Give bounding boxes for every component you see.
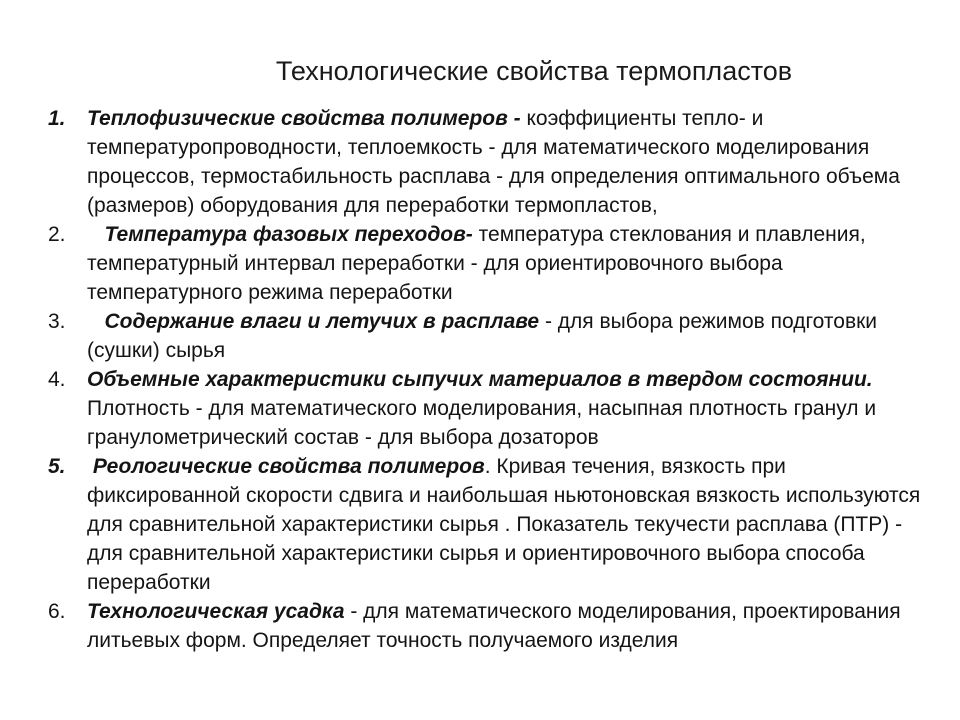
- item-term: Температура фазовых переходов-: [104, 223, 473, 246]
- item-number: 5.: [48, 455, 66, 478]
- item-indent: [87, 223, 105, 246]
- item-description: - для выбора режимов подготовки (сушки) сырья: [87, 310, 878, 362]
- item-description: коэффициенты тепло- и температуропроводности, теплоемкость - для математического моделирования процессов, термостабильность расплава - для определения оптимального объема (размеров) оборудования для переработки термопластов,: [87, 107, 900, 217]
- slide-title: Технологические свойства термопластов: [275, 56, 793, 86]
- list-item-4: [48, 365, 928, 452]
- list-item-6: [48, 597, 928, 655]
- item-number: 2.: [48, 223, 66, 246]
- item-description: . Кривая течения, вязкость при фиксированной скорости сдвига и наибольшая ньютоновская вязкость используются для сравнительной характеристики сырья . Показатель текучести расплава (ПТР) - для сравнительной характеристики сырья и ориентировочного выбора способа переработки: [87, 455, 921, 594]
- item-term: Теплофизические свойства полимеров -: [87, 107, 521, 130]
- item-term: Объемные характеристики сыпучих материалов в твердом состоянии.: [87, 368, 873, 391]
- item-description: - для математического моделирования, проектирования литьевых форм. Определяет точность получаемого изделия: [87, 600, 901, 652]
- item-number: 6.: [48, 600, 66, 623]
- properties-list: [48, 104, 928, 655]
- item-number: 3.: [48, 310, 66, 333]
- item-term: Технологическая усадка: [87, 600, 345, 623]
- list-item-5: [48, 452, 928, 597]
- item-number: 1.: [48, 107, 66, 130]
- item-description: Плотность - для математического моделирования, насыпная плотность гранул и гранулометрический состав - для выбора дозаторов: [87, 397, 877, 449]
- item-indent: [87, 310, 105, 333]
- item-term: Реологические свойства полимеров: [92, 455, 485, 478]
- item-term: Содержание влаги и летучих в расплаве: [104, 310, 540, 333]
- list-item-1: [48, 104, 928, 220]
- list-item-3: [48, 307, 928, 365]
- item-description: температура стеклования и плавления, температурный интервал переработки - для ориентировочного выбора температурного режима переработки: [87, 223, 866, 304]
- list-item-2: [48, 220, 928, 307]
- item-number: 4.: [48, 368, 66, 391]
